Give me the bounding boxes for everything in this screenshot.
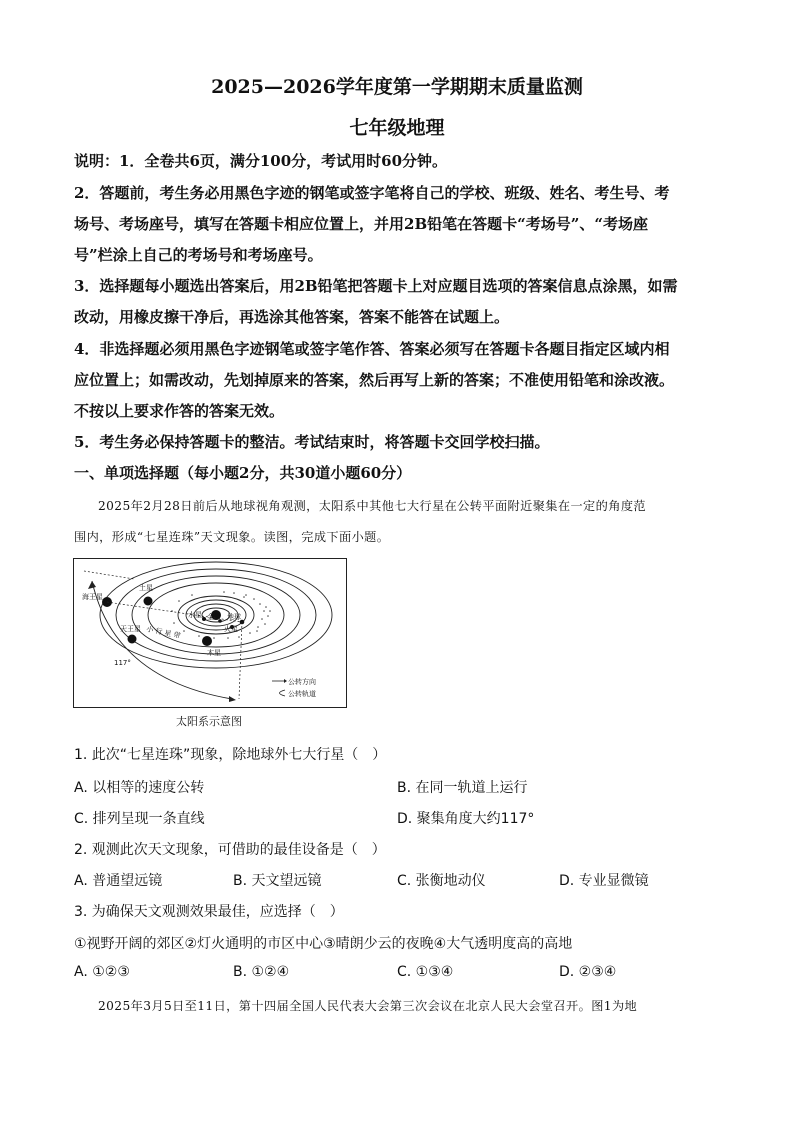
passage-line: 2025年2月28日前后从地球视角观测，太阳系中其他七大行星在公转平面附近聚集在一定的角度范: [98, 499, 646, 513]
exam-subject: 七年级地理: [349, 117, 445, 139]
option-b: B. 天文望远镜: [233, 873, 322, 889]
instruction-line: 应位置上；如需改动，先划掉原来的答案，然后再写上新的答案；不准使用铅笔和涂改液。: [74, 371, 675, 389]
option-b: B. 在同一轨道上运行: [397, 780, 528, 796]
option-a: A. 普通望远镜: [74, 873, 163, 889]
legend-direction: 公转方向: [288, 678, 316, 686]
label-earth: 地球: [227, 613, 241, 621]
option-d: D. 专业显微镜: [559, 873, 649, 889]
option-c: C. 张衡地动仪: [397, 873, 486, 889]
passage-line: 围内，形成“七星连珠”天文现象。读图，完成下面小题。: [74, 530, 390, 544]
label-neptune: 海王星: [82, 593, 103, 601]
option-d: D. 聚集角度大约117°: [397, 811, 535, 827]
instruction-line: 2．答题前，考生务必用黑色字迹的钢笔或签字笔将自己的学校、班级、姓名、考生号、考: [74, 184, 670, 202]
instruction-line: 改动，用橡皮擦干净后，再选涂其他答案，答案不能答在试题上。: [74, 308, 510, 326]
label-mercury: 水星: [188, 611, 202, 619]
question-stem: 1. 此次“七星连珠”现象，除地球外七大行星（ ）: [74, 747, 387, 763]
label-asteroid-belt: 小 行 星 带: [145, 625, 182, 641]
section-heading: 一、单项选择题（每小题2分，共30道小题60分）: [74, 464, 412, 482]
option-a: A. 以相等的速度公转: [74, 780, 205, 796]
label-uranus: 天王星: [120, 625, 141, 633]
instruction-line: 号”栏涂上自己的考场号和考场座号。: [74, 246, 323, 264]
instruction-line: 不按以上要求作答的答案无效。: [74, 402, 285, 420]
instruction-line: 说明：1．全卷共6页，满分100分，考试用时60分钟。: [74, 152, 448, 170]
passage-line: 2025年3月5日至11日，第十四届全国人民代表大会第三次会议在北京人民大会堂召开。图1为地: [98, 999, 638, 1013]
question-stem: 3. 为确保天文观测效果最佳，应选择（ ）: [74, 904, 344, 920]
instruction-line: 4．非选择题必须用黑色字迹钢笔或签字笔作答、答案必须写在答题卡各题目指定区域内相: [74, 340, 670, 358]
label-saturn: 土星: [139, 584, 153, 592]
figure-caption: 太阳系示意图: [176, 715, 242, 728]
label-jupiter: 木星: [207, 649, 221, 657]
solar-system-diagram: [74, 559, 346, 707]
instruction-line: 3．选择题每小题选出答案后，用2B铅笔把答题卡上对应题目选项的答案信息点涂黑，如需: [74, 277, 678, 295]
instruction-line: 场号、考场座号，填写在答题卡相应位置上，并用2B铅笔在答题卡“考场号”、“考场座: [74, 215, 649, 233]
option-c: C. 排列呈现一条直线: [74, 811, 205, 827]
exam-title: 2025—2026学年度第一学期期末质量监测: [211, 76, 583, 98]
label-mars: 火星: [224, 625, 238, 633]
solar-system-figure: [73, 558, 347, 708]
option-a: A. ①②③: [74, 964, 130, 980]
label-venus: 金星: [207, 613, 221, 621]
legend-orbit: 公转轨道: [288, 690, 316, 698]
question-stem: 2. 观测此次天文现象，可借助的最佳设备是（ ）: [74, 842, 386, 858]
question-statements: ①视野开阔的郊区②灯火通明的市区中心③晴朗少云的夜晚④大气透明度高的高地: [74, 936, 573, 952]
instruction-line: 5．考生务必保持答题卡的整洁。考试结束时，将答题卡交回学校扫描。: [74, 433, 550, 451]
option-c: C. ①③④: [397, 964, 454, 980]
option-d: D. ②③④: [559, 964, 617, 980]
option-b: B. ①②④: [233, 964, 290, 980]
label-angle: 117°: [114, 659, 131, 667]
